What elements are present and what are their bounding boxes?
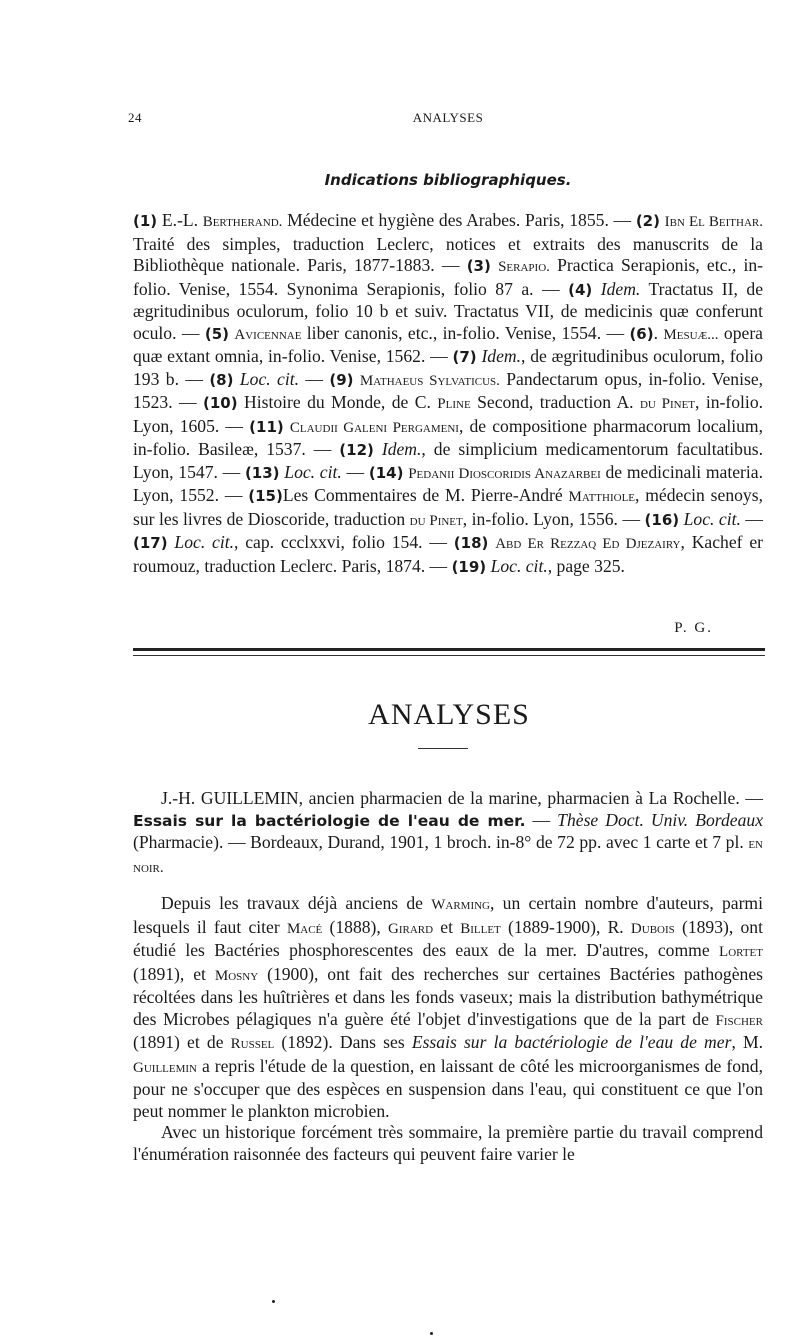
review-work-title: Essais sur la bactériologie de l'eau de mer. <box>133 811 526 830</box>
bib-entry-text: Practica Serapionis, etc., in-folio. Venise, 1554. Synonima Serapionis, folio 87 a. — <box>133 255 763 299</box>
bib-entry-author: du Pinet <box>409 512 463 529</box>
bib-entry-author: Pline <box>437 396 471 412</box>
bib-entry-text: liber canonis, etc., in-folio. Venise, 1554. — <box>301 322 630 343</box>
paragraph-text: , un certain nombre d'auteurs, parmi lesquels il faut citer <box>133 893 764 937</box>
paragraph-text: (1891), et <box>133 963 215 984</box>
bib-entry-text: , in-folio. Lyon, 1605. — <box>133 392 764 436</box>
signature: P. G. <box>674 620 713 636</box>
bib-entry-prefix <box>491 255 498 275</box>
bib-entry-number: (17) <box>133 534 168 552</box>
bib-entry-number: (12) <box>339 441 374 459</box>
bib-entry-number: (6) <box>629 324 654 343</box>
bib-entry-text: de medicinali materia. Lyon, 1552. — <box>133 461 763 505</box>
bibliography-heading: Indications bibliographiques. <box>324 171 572 189</box>
bib-entry-prefix: Histoire du Monde, de C. <box>237 392 438 412</box>
bib-entry-text: — <box>299 368 330 389</box>
bib-entry-italic: Loc. cit. <box>239 368 300 389</box>
cited-title: Essais sur la bactériologie de l'eau de mer <box>411 1032 732 1052</box>
bib-entry-author: Claudii Galeni Pergameni <box>289 419 459 436</box>
review-sep: — <box>525 809 558 830</box>
bib-entry-author: Ibn El Beithar. <box>664 214 763 230</box>
review-paragraph-1 <box>133 893 763 1122</box>
running-title: ANALYSES <box>412 110 484 125</box>
print-speck <box>430 1332 433 1335</box>
bib-entry-text: , cap. ccclxxvi, folio 154. — <box>234 532 454 552</box>
bib-entry-prefix: E.-L. <box>157 210 203 230</box>
paragraph-text: (1892). Dans ses <box>274 1032 412 1052</box>
bib-entry-italic: Idem. <box>481 346 522 366</box>
bibliography-body <box>133 210 763 578</box>
bib-entry-number: (11) <box>249 417 284 436</box>
bib-entry-italic: Idem. <box>600 278 641 299</box>
review-author-desc: , ancien pharmacien de la marine, pharmacien à La Rochelle. — <box>298 788 763 808</box>
cited-author: Dubois <box>630 920 675 937</box>
bib-entry-text: Pandectarum opus, in-folio. Venise, 1523. — <box>133 368 764 412</box>
bib-entry-author: Matthiole <box>568 489 636 505</box>
bib-entry-author: Mesuæ... <box>663 326 719 343</box>
review-thesis: Thèse Doct. Univ. Bordeaux <box>557 809 763 830</box>
cited-author: Fischer <box>715 1012 763 1029</box>
bib-entry-text: , médecin senoys, sur les livres de Dioscoride, traduction <box>133 485 763 529</box>
bib-entry-prefix <box>592 279 600 299</box>
paragraph-text: (1888), <box>322 916 389 937</box>
review-publication: (Pharmacie). — Bordeaux, Durand, 1901, 1 broch. in-8° de 72 pp. avec 1 carte et 7 pl. <box>133 832 749 852</box>
paragraph-text: , M. <box>731 1032 764 1052</box>
review-en-noir: en noir. <box>133 836 763 876</box>
paragraph-text: a repris l'étude de la question, en laissant de côté les microorganismes de fond, pour ne s'occuper que des espèces en suspension dans l'eau, qui constituent ce que l'on peut nommer le plankton microbien. <box>133 1055 763 1121</box>
section-title-underline <box>418 748 468 749</box>
running-header <box>128 110 768 130</box>
bib-entry-author: Bertherand. <box>202 214 283 230</box>
bib-entry-number: (13) <box>244 463 280 482</box>
paragraph-text: Depuis les travaux déjà anciens de <box>161 893 432 913</box>
bib-entry-text: , de ægritudinibus oculorum, folio 193 b. — <box>133 346 763 389</box>
bib-entry-number: (7) <box>452 348 477 366</box>
bib-entry-number: (10) <box>203 394 238 412</box>
bib-entry-text: Tractatus II, de ægritudinibus oculorum, folio 10 b et suiv. Tractatus VII, de medicinis quæ conferunt oculo. — <box>133 278 764 343</box>
bib-entry-number: (9) <box>329 370 354 389</box>
bib-entry-text: , in-folio. Lyon, 1556. — <box>462 508 645 529</box>
bib-entry-text: , de simplicium medicamentorum facultatibus. Lyon, 1547. — <box>133 439 764 482</box>
bib-entry-number: (14) <box>368 463 404 482</box>
bib-entry-author: Pedanii Dioscoridis Anazarbei <box>408 465 601 482</box>
bib-entry-italic: Loc. cit. <box>284 461 342 482</box>
bib-entry-text: opera quæ extant omnia, in-folio. Venise, 1562. — <box>133 322 763 366</box>
bib-entry-italic: Loc. cit. <box>683 508 741 529</box>
review-citation <box>133 788 763 879</box>
bib-entry-italic: Loc. cit. <box>490 555 548 576</box>
bib-entry-number: (15) <box>248 487 283 505</box>
bib-entry-text: , Kachef er roumouz, traduction Leclerc. Paris, 1874. — <box>133 532 763 576</box>
bib-entry-number: (5) <box>204 324 229 343</box>
bib-entry-number: (3) <box>466 257 491 275</box>
bib-entry-number: (19) <box>451 557 487 576</box>
cited-author: Girard <box>388 920 434 937</box>
review-body <box>133 788 763 1165</box>
bib-entry-text: Les Commentaires de M. Pierre-André <box>282 485 569 505</box>
bib-entry-author: Avicennae <box>234 326 302 343</box>
bib-entry-author: Abd Er Rezzaq Ed Djezairy <box>495 536 681 552</box>
bib-entry-number: (18) <box>453 534 489 552</box>
review-paragraph-2: Avec un historique forcément très sommaire, la première partie du travail comprend l'énumération raisonnée des facteurs qui peuvent faire varier le <box>133 1122 763 1164</box>
bib-entry-italic: Idem. <box>381 439 422 459</box>
cited-author: Russel <box>230 1036 275 1052</box>
bib-entry-text: Traité des simples, traduction Leclerc, notices et extraits des manuscrits de la Bibliothèque nationale. Paris, 1877-1883. — <box>133 233 763 275</box>
cited-author: Lortet <box>719 944 763 960</box>
bib-entry-number: (8) <box>209 370 234 389</box>
bib-entry-text: — <box>740 508 763 529</box>
bib-entry-author: du Pinet <box>639 396 696 412</box>
paragraph-text: (1891) et de <box>133 1032 231 1052</box>
bib-entry-text: , de compositione pharmacorum localium, in-folio. Basileæ, 1537. — <box>133 415 763 459</box>
bib-entry-text: Médecine et hygiène des Arabes. Paris, 1855. — <box>282 210 636 230</box>
page-number: 24 <box>128 110 142 125</box>
cited-author: Macé <box>286 920 323 937</box>
cited-author: Warming <box>431 897 491 913</box>
bib-entry-text: — <box>341 461 369 482</box>
cited-author: Billet <box>460 920 501 937</box>
cited-author: Guillemin <box>133 1059 197 1076</box>
bib-entry-number: (2) <box>635 212 660 230</box>
section-rule-thin <box>133 655 765 656</box>
paragraph-text: (1889-1900), R. <box>500 916 631 937</box>
bib-entry-prefix: . <box>653 322 664 343</box>
bib-entry-text: , page 325. <box>547 555 625 576</box>
bibliography-paragraph <box>133 210 763 578</box>
paragraph-text: (1900), ont fait des recherches sur certaines Bactéries pathogènes récoltées dans les huîtrières et dans les fonds vaseux; mais la distribution bathymétrique des Microbes pélagiques n'a guère été l'objet d'investigations que de la part de <box>133 963 763 1029</box>
paragraph-text: et <box>433 916 461 937</box>
bib-entry-author: Serapio. <box>498 259 550 275</box>
bib-entry-text: Second, traduction A. <box>470 392 640 412</box>
bib-entry-number: (16) <box>644 510 680 529</box>
bib-entry-italic: Loc. cit. <box>174 532 235 552</box>
print-speck <box>272 1300 275 1303</box>
bib-entry-number: (4) <box>568 280 593 299</box>
cited-author: Mosny <box>214 967 259 984</box>
section-rule-thick <box>133 648 765 651</box>
review-author: J.-H. GUILLEMIN <box>161 788 299 808</box>
bib-entry-author: Mathaeus Sylvaticus. <box>359 372 500 389</box>
paragraph-text: (1893), ont étudié les Bactéries phosphorescentes des eaux de la mer. D'autres, comme <box>133 916 763 960</box>
bib-entry-prefix <box>374 439 382 459</box>
section-title: ANALYSES <box>368 698 530 731</box>
bib-entry-number: (1) <box>133 212 158 230</box>
